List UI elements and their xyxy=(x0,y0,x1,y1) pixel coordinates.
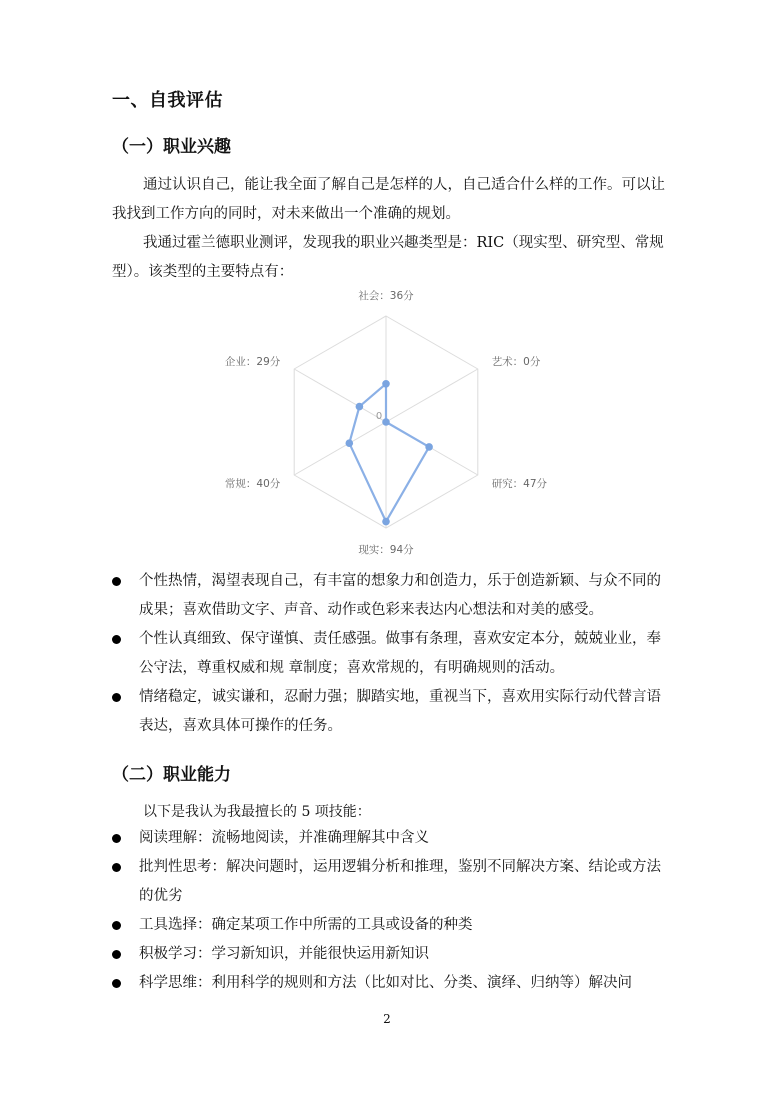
radar-axis-label: 常规：40分 xyxy=(224,478,281,490)
radar-center-label: 0 xyxy=(375,411,383,422)
radar-point xyxy=(382,518,390,526)
list-item xyxy=(112,969,668,998)
radar-axis-label: 社会：36分 xyxy=(358,290,414,302)
skills-intro: 以下是我认为我最擅长的 5 项技能： xyxy=(143,804,371,820)
list-item xyxy=(112,683,668,741)
radar-spoke xyxy=(294,422,386,475)
bullet-icon xyxy=(112,979,121,988)
list-item xyxy=(112,824,668,853)
bullet-icon xyxy=(112,863,121,872)
list-item xyxy=(112,853,668,911)
radar-axis-label: 研究：47分 xyxy=(491,478,548,490)
radar-spoke xyxy=(386,369,478,422)
list-item-text: 阅读理解：流畅地阅读，并准确理解其中含义 xyxy=(139,830,429,846)
radar-points xyxy=(346,380,433,525)
page-number: 2 xyxy=(383,1012,391,1026)
interest-traits-list xyxy=(112,567,668,741)
bullet-icon xyxy=(112,693,121,702)
paragraph-intro: 通过认识自己，能让我全面了解自己是怎样的人，自己适合什么样的工作。可以让我找到工作方向的同时，对未来做出一个准确的规划。 xyxy=(112,177,665,222)
list-item-text: 个性热情，渴望表现自己，有丰富的想象力和创造力，乐于创造新颖、与众不同的成果；喜欢借助文字、声音、动作或色彩来表达内心想法和对美的感受。 xyxy=(139,573,661,618)
list-item-text: 情绪稳定，诚实谦和，忍耐力强；脚踏实地，重视当下，喜欢用实际行动代替言语表达，喜欢具体可操作的任务。 xyxy=(139,689,661,734)
bullet-icon xyxy=(112,577,121,586)
skills-list xyxy=(112,824,668,998)
radar-point xyxy=(425,443,433,451)
list-item-text: 科学思维：利用科学的规则和方法（比如对比、分类、演绎、归纳等）解决问 xyxy=(139,975,632,991)
radar-axis-label: 现实：94分 xyxy=(358,544,414,556)
bullet-icon xyxy=(112,921,121,930)
bullet-icon xyxy=(112,834,121,843)
interest-radar-chart xyxy=(200,288,580,558)
list-item-text: 个性认真细致、保守谨慎、责任感强。做事有条理，喜欢安定本分，兢兢业业，奉公守法，尊重权威和规 章制度；喜欢常规的，有明确规则的活动。 xyxy=(139,631,661,676)
radar-axis-label: 企业：29分 xyxy=(224,356,281,368)
list-item xyxy=(112,625,668,683)
paragraph-holland: 我通过霍兰德职业测评，发现我的职业兴趣类型是：RIC（现实型、研究型、常规型）。该类型的主要特点有： xyxy=(112,235,664,280)
radar-point xyxy=(356,403,364,411)
list-item xyxy=(112,911,668,940)
bullet-icon xyxy=(112,950,121,959)
subsection-title-ability: （二）职业能力 xyxy=(112,765,231,785)
list-item xyxy=(112,567,668,625)
bullet-icon xyxy=(112,635,121,644)
radar-point xyxy=(346,439,354,447)
section-title: 一、自我评估 xyxy=(112,90,223,111)
radar-point xyxy=(382,418,390,426)
list-item-text: 批判性思考：解决问题时，运用逻辑分析和推理，鉴别不同解决方案、结论或方法的优劣 xyxy=(139,859,661,904)
list-item xyxy=(112,940,668,969)
list-item-text: 工具选择：确定某项工作中所需的工具或设备的种类 xyxy=(139,917,473,933)
list-item-text: 积极学习：学习新知识，并能很快运用新知识 xyxy=(139,946,429,962)
radar-point xyxy=(382,380,390,388)
subsection-title-interest: （一）职业兴趣 xyxy=(112,137,231,157)
radar-axis-label: 艺术：0分 xyxy=(491,356,541,368)
